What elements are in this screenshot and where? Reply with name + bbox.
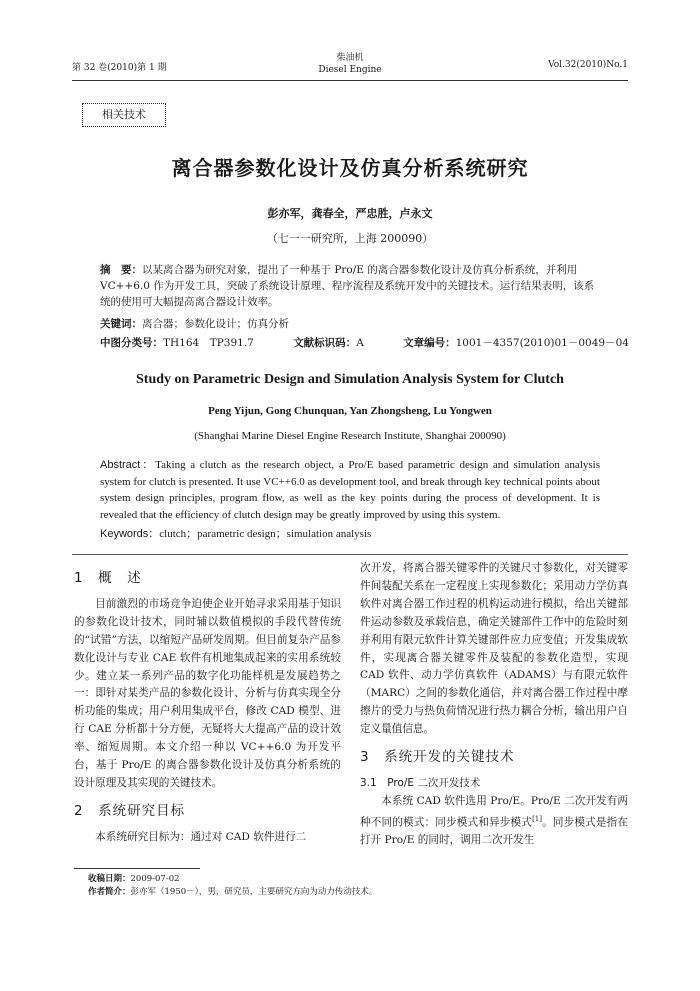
- column-tag: 相关技术: [82, 103, 166, 127]
- abstract-cn: 摘 要：以某离合器为研究对象，提出了一种基于 Pro/E 的离合器参数化设计及仿真分析系统，并利用 VC++6.0 作为开发工具，突破了系统设计原理、程序流程及系统开发中的关键技术。运行结果表明，该系统的使用可大幅提高离合器设计效率。: [100, 264, 595, 308]
- right-column: [360, 560, 628, 850]
- english-authors: Peng Yijun, Gong Chunquan, Yan Zhongsheng, Lu Yongwen: [208, 405, 492, 417]
- section-2-body: 本系统研究目标为：通过对 CAD 软件进行二: [95, 830, 307, 843]
- left-column: [74, 560, 341, 847]
- english-abstract: Abstract：Taking a clutch as the research object, a Pro/E based parametric design and simulation analysis system for clutch is presented. It use VC++6.0 as development tool, and break through key technical points about system design principles, program flow, as well as the key points during the process of development. It is revealed that the efficiency of clutch design may be greatly improved by using this system.: [100, 459, 600, 521]
- paper-title: 离合器参数化设计及仿真分析系统研究: [171, 156, 529, 180]
- english-affiliation: (Shanghai Marine Diesel Engine Research Institute, Shanghai 200090): [194, 430, 506, 442]
- section-2-continued: 次开发，将离合器关键零件的关键尺寸参数化，对关键零件间装配关系在一定程度上实现参数化；采用动力学仿真软件对离合器工作过程的机构运动进行模拟，给出关键部件运动参数及承载信息，确定关键部件工作中的危险时刻并利用有限元软件计算关键部件应力应变值；开发集成软件，实现离合器关键零件及装配的参数化造型，实现 CAD 软件、动力学仿真软件（ADAMS）与有限元软件（MARC）之间的参数化通信，并对离合器工作过程中摩擦片的受力与热负荷情况进行热力耦合分析，输出用户自定义量值信息。: [360, 562, 628, 736]
- section-3-1-body: 本系统 CAD 软件选用 Pro/E。Pro/E 二次开发有两种不同的模式：同步模式和异步模式[1]。同步模式是指在打开 Pro/E 的同时，调用二次开发生: [360, 794, 629, 847]
- section-1-heading: 1 概 述: [74, 570, 142, 586]
- english-keywords: Keywords：clutch；parametric design；simulation analysis: [100, 528, 372, 540]
- header-journal: 柴油机 Diesel Engine: [318, 53, 382, 75]
- header-volume-en: Vol.32(2010)No.1: [548, 60, 628, 70]
- classification-line: 中图分类号：TH164 TP391.7 文献标识码：A 文章编号：1001－4357(2010)01－0049－04: [100, 337, 629, 349]
- section-3-1-heading: 3.1 Pro/E 二次开发技术: [360, 776, 481, 789]
- section-2-heading: 2 系统研究目标: [74, 802, 186, 819]
- section-rule: [72, 554, 628, 555]
- keywords-cn: 关键词：离合器；参数化设计；仿真分析: [100, 318, 289, 330]
- header-rule: [72, 80, 628, 81]
- english-title: Study on Parametric Design and Simulation Analysis System for Clutch: [136, 372, 564, 387]
- section-1-body: 目前激烈的市场竞争迫使企业开始寻求采用基于知识的参数化设计技术，同时辅以数值模拟的手段代替传统的“试错”方法，以缩短产品研发周期。但目前复杂产品参数化设计与专业 CAE 软件有机地集成起来的实用系统较少。建立某一系列产品的数字化功能样机是发展趋势之一：即针对某类产品的参数化设计、分析与仿真实现全分析功能的集成；用户利用集成平台，修改 CAD 模型、进行 CAE 分析都十分方便，无疑将大大提高产品的设计效率、缩短周期。本文介绍一种以 VC++6.0 为开发平台，基于 Pro/E 的离合器参数化设计及仿真分析系统的设计原理及其实现的关键技术。: [74, 597, 341, 789]
- running-header: [72, 52, 628, 80]
- footnote: 收稿日期：2009-07-02 作者简介：彭亦军（1950－），男，研究员，主要研究方向为动力传动技术。: [88, 874, 378, 897]
- citation-ref[interactable]: [1]: [532, 814, 542, 823]
- section-3-heading: 3 系统开发的关键技术: [360, 749, 515, 766]
- authors: 彭亦军，龚春全，严忠胜，卢永文: [267, 207, 433, 220]
- header-volume: 第 32 卷(2010)第 1 期: [72, 63, 167, 73]
- footnote-rule: [74, 868, 200, 869]
- affiliation: （七一一研究所，上海 200090）: [266, 232, 434, 245]
